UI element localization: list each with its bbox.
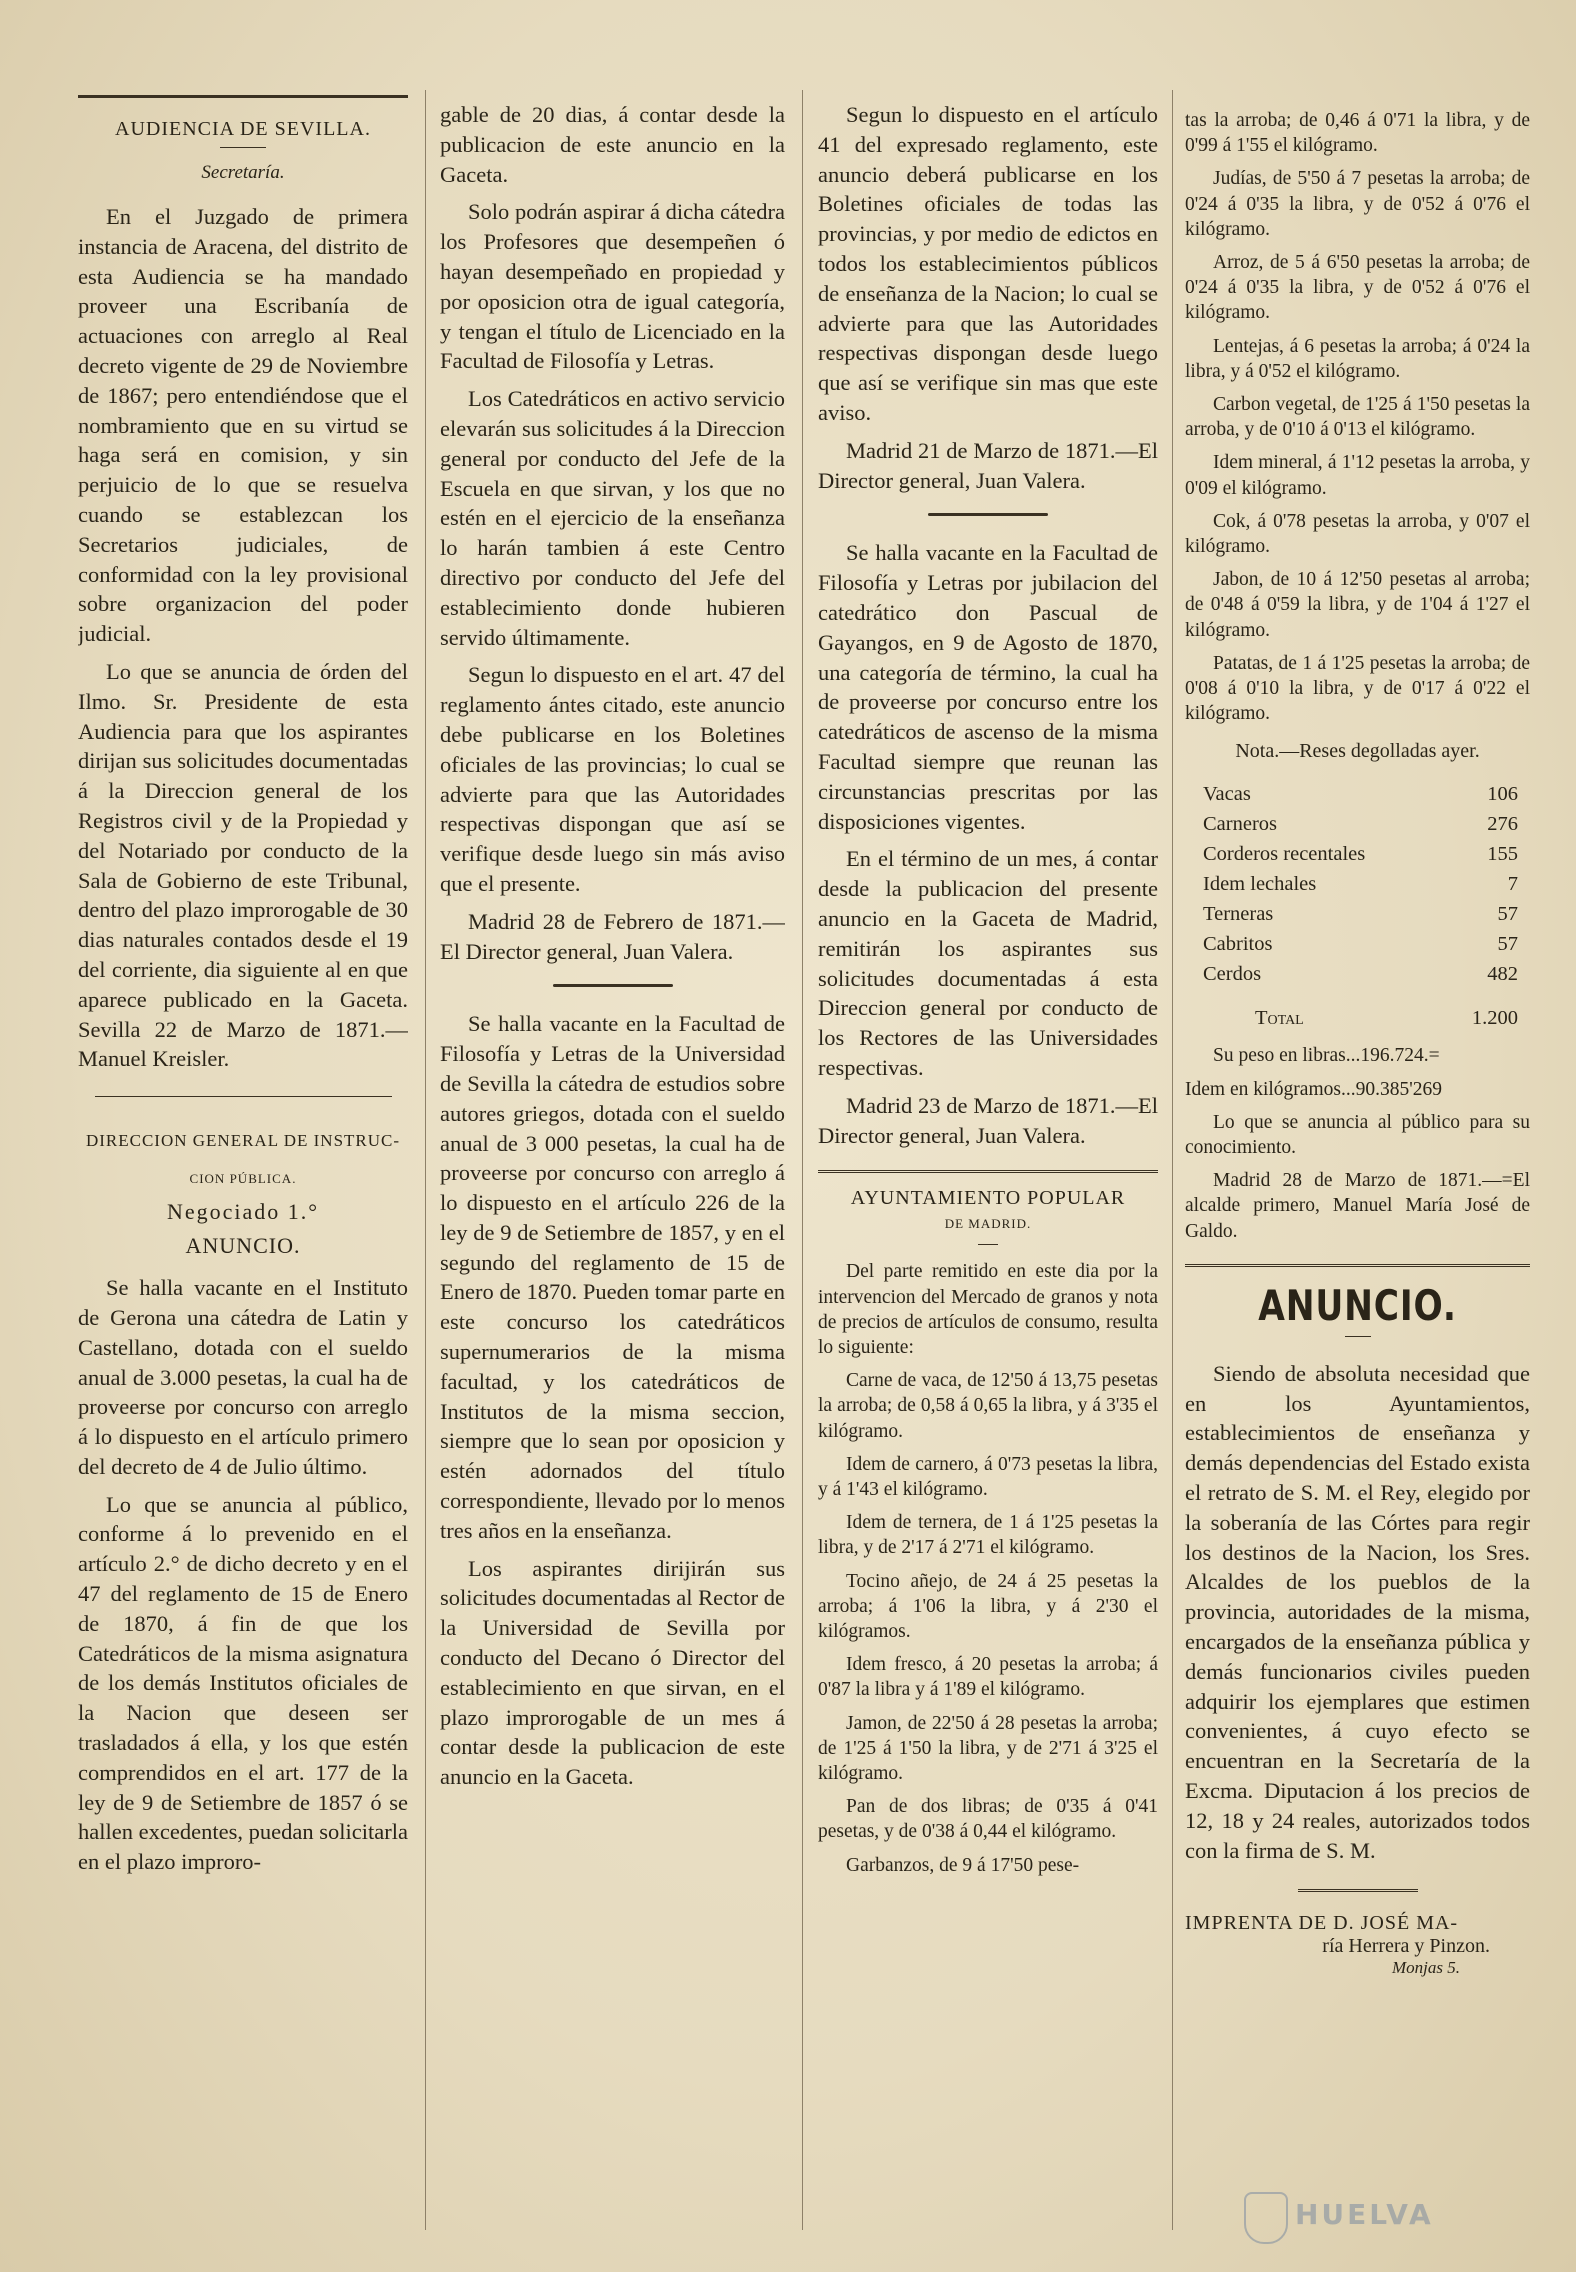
reses-label: Cerdos	[1203, 963, 1262, 986]
weight-line: Su peso en libras...196.724.=	[1213, 1045, 1440, 1067]
paragraph: Del parte remitido en este dia por la intervencion del Mercado de granos y nota de precios de artículos de consumo, resulta lo siguiente:	[818, 1261, 1158, 1358]
divider	[1185, 1264, 1530, 1267]
weight-line: Idem en kilógramos...90.385'269	[1185, 1078, 1442, 1100]
reses-value: 155	[1487, 843, 1518, 866]
reses-value: 57	[1497, 933, 1518, 956]
price-entry: Cok, á 0'78 pesetas la arroba, y 0'07 el kilógramo.	[1185, 510, 1530, 558]
signature: Madrid 21 de Marzo de 1871.—El Director general, Juan Valera.	[818, 437, 1158, 493]
price-entry: Idem fresco, á 20 pesetas la arroba; á 0'87 la libra y á 1'89 el kilógramo.	[818, 1654, 1158, 1701]
reses-label: Carneros	[1203, 813, 1278, 836]
reses-row	[1185, 959, 1530, 989]
reses-label: Idem lechales	[1203, 873, 1317, 896]
price-entry: Judías, de 5'50 á 7 pesetas la arroba; de 0'24 á 0'35 la libra, y de 0'52 á 0'76 el kilógramo.	[1185, 168, 1530, 240]
section-heading: DE MADRID.	[944, 1216, 1032, 1232]
reses-row	[1185, 779, 1530, 809]
column-3	[818, 100, 1158, 2250]
column-divider	[425, 90, 426, 2230]
paragraph: En el término de un mes, á contar desde la publicacion del presente anuncio en la Gaceta de Madrid, remitirán los aspirantes sus solicitudes documentadas á esta Direccion general por conducto de los Rectores de las Universidades respectivas.	[818, 846, 1158, 1080]
library-stamp: HUELVA	[1295, 2198, 1434, 2231]
reses-value: 482	[1487, 963, 1518, 986]
paragraph: Solo podrán aspirar á dicha cátedra los Profesores que desempeñen ó hayan desempeñado en propiedad y por oposicion otra de igual categoría, y tengan el título de Licenciado en la Facultad de Filosofía y Letras.	[440, 199, 785, 374]
reses-value: 57	[1497, 903, 1518, 926]
price-entry: Jamon, de 22'50 á 28 pesetas la arroba; de 1'25 á 1'50 la libra, y de 2'71 á 3'25 el kilógramo.	[818, 1712, 1158, 1784]
signature: Madrid 28 de Marzo de 1871.—=El alcalde primero, Manuel María José de Galdo.	[1185, 1170, 1530, 1242]
price-entry: Pan de dos libras; de 0'35 á 0'41 pesetas, y de 0'38 á 0,44 el kilógramo.	[818, 1796, 1158, 1843]
column-4	[1185, 108, 1530, 2258]
reses-label: Vacas	[1203, 783, 1251, 806]
reses-label: Cabritos	[1203, 933, 1273, 956]
divider	[1345, 1336, 1371, 1337]
total-value: 1.200	[1471, 1007, 1518, 1030]
nota-heading: Nota.—Reses degolladas ayer.	[1235, 740, 1480, 763]
section-heading: CION PÚBLICA.	[189, 1171, 297, 1187]
library-seal-icon	[1244, 2192, 1288, 2244]
divider	[1298, 1889, 1418, 1892]
paragraph: Segun lo dispuesto en el artículo 41 del expresado reglamento, este anuncio deberá publicarse en los Boletines oficiales de todas las provincias, y por medio de edictos en todos los establecimientos públicos de enseñanza de la Nacion; lo cual se advierte para que las Autoridades respectivas dispongan desde luego que así se verifique sin mas que este aviso.	[818, 102, 1158, 425]
price-entry: Idem mineral, á 1'12 pesetas la arroba, y 0'09 el kilógramo.	[1185, 452, 1530, 499]
section-subheading: Secretaría.	[201, 162, 285, 183]
reses-label: Corderos recentales	[1203, 843, 1366, 866]
paragraph: Se halla vacante en la Facultad de Filosofía y Letras por jubilacion del catedrático don Pascual de Gayangos, en 9 de Agosto de 1870, una categoría de término, la cual ha de proveerse por concurso entre los catedráticos de ascenso de la misma Facultad siempre que reunan las circunstancias prescritas por las disposiciones vigentes.	[818, 540, 1158, 834]
reses-row	[1185, 929, 1530, 959]
paragraph: Se halla vacante en la Facultad de Filosofía y Letras de la Universidad de Sevilla la cátedra de estudios sobre autores griegos, dotada con el sueldo anual de 3 000 pesetas, la cual ha de proveerse por concurso con arreglo á lo dispuesto en el artículo 226 de la ley de 9 de Setiembre de 1857, y en el segundo del reglamento de 15 de Enero de 1870. Pueden tomar parte en este concurso los catedráticos supernumerarios de la misma facultad, y los catedráticos de Institutos de la misma seccion, siempre que lo sean por oposicion y estén adornados del título correspondiente, llevado por lo menos tres años en la enseñanza.	[440, 1011, 785, 1543]
reses-row	[1185, 839, 1530, 869]
imprenta-line: IMPRENTA DE D. JOSÉ MA-	[1185, 1912, 1459, 1935]
divider	[818, 1170, 1158, 1173]
paragraph: Siendo de absoluta necesidad que en los Ayuntamientos, establecimientos de enseñanza y demás dependencias del Estado exista el retrato de S. M. el Rey, elegido por la soberanía de las Córtes para regir los destinos de la Nacion, los Sres. Alcaldes de los pueblos de la provincia, autoridades de la misma, encargados de la enseñanza pública y demás funcionarios civiles pueden adquirir los ejemplares que estimen convenientes, á cuyo efecto se encuentran en la Secretaría de la Excma. Diputacion á los precios de 12, 18 y 24 reales, autorizados todos con la firma de S. M.	[1185, 1360, 1530, 1863]
signature: Madrid 28 de Febrero de 1871.—El Director general, Juan Valera.	[440, 908, 785, 964]
price-entry: tas la arroba; de 0,46 á 0'71 la libra, y de 0'99 á 1'55 el kilógramo.	[1185, 110, 1530, 157]
paragraph: Lo que se anuncia al público, conforme á lo prevenido en el artículo 2.° de dicho decreto y en el 47 del reglamento de 15 de Enero de 1870, á fin de que los Catedráticos de la misma asignatura de los demás Institutos oficiales de la Nacion que deseen ser trasladados á ella, y los que estén comprendidos en el art. 177 de la ley de 9 de Setiembre de 1857 ó se hallen excedentes, puedan solicitarla en el plazo improro-	[78, 1491, 408, 1875]
paragraph: Se halla vacante en el Instituto de Gerona una cátedra de Latin y Castellano, dotada con el sueldo anual de 3.000 pesetas, la cual ha de proveerse por concurso con arreglo á lo dispuesto en el artículo primero del decreto de 4 de Julio último.	[78, 1275, 408, 1479]
price-entry: Carbon vegetal, de 1'25 á 1'50 pesetas la arroba, y de 0'10 á 0'13 el kilógramo.	[1185, 394, 1530, 441]
reses-value: 7	[1507, 873, 1518, 896]
anuncio-label: ANUNCIO.	[185, 1233, 301, 1259]
price-entry: Idem de carnero, á 0'73 pesetas la libra, y á 1'43 el kilógramo.	[818, 1453, 1158, 1500]
paragraph: En el Juzgado de primera instancia de Aracena, del distrito de esta Audiencia se ha mandado proveer una Escribanía de actuaciones con arreglo al Real decreto vigente de 29 de Noviembre de 1867; pero entendiéndose que el nombramiento que en su virtud se haga será en comision, y sin perjuicio de lo que se resuelva cuando se establezcan los Secretarios judiciales, de conformidad con la ley provisional sobre organizacion del poder judicial.	[78, 204, 408, 647]
paragraph: Lo que se anuncia de órden del Ilmo. Sr. Presidente de esta Audiencia para que los aspirantes dirijan sus solicitudes documentadas á la Direccion general de los Registros civil y de la Propiedad y del Notariado por conducto de la Sala de Gobierno de este Tribunal, dentro del plazo improrogable de 30 dias naturales contados desde el 19 del corriente, dia siguiente al en que aparece publicado en la Gaceta. Sevilla 22 de Marzo de 1871.—Manuel Kreisler.	[78, 658, 408, 1072]
reses-value: 106	[1487, 783, 1518, 806]
column-divider	[802, 90, 803, 2230]
section-heading: AUDIENCIA DE SEVILLA.	[115, 118, 371, 140]
section-heading: AYUNTAMIENTO POPULAR	[850, 1187, 1126, 1210]
reses-row	[1185, 899, 1530, 929]
imprenta-line: ría Herrera y Pinzon.	[1322, 1935, 1490, 1958]
paragraph: Los aspirantes dirijirán sus solicitudes documentadas al Rector de la Universidad de Sevilla por conducto del Decano ó Director del establecimiento en que sirvan, en el plazo improrogable de un mes á contar desde la publicacion de este anuncio en la Gaceta.	[440, 1555, 785, 1790]
price-entry: Patatas, de 1 á 1'25 pesetas la arroba; de 0'08 á 0'10 la libra, y de 0'17 á 0'22 el kilógramo.	[1185, 652, 1530, 725]
total-row	[1185, 989, 1530, 1033]
divider	[220, 147, 266, 148]
total-label: Total	[1255, 1007, 1304, 1030]
reses-table	[1185, 779, 1530, 1033]
paragraph: Segun lo dispuesto en el art. 47 del reglamento ántes citado, este anuncio debe publicarse en los Boletines oficiales de las provincias; lo cual se advierte para que las Autoridades respectivas dispongan que así se verifique desde luego sin más aviso que el presente.	[440, 662, 785, 896]
price-entry: Arroz, de 5 á 6'50 pesetas la arroba; de 0'24 á 0'35 la libra, y de 0'52 á 0'76 el kilógramo.	[1185, 252, 1530, 324]
price-entry: Jabon, de 10 á 12'50 pesetas al arroba; de 0'48 á 0'59 la libra, y de 1'04 á 1'27 el kilógramo.	[1185, 569, 1530, 641]
reses-row	[1185, 869, 1530, 899]
paragraph: Los Catedráticos en activo servicio elevarán sus solicitudes á la Direccion general por conducto del Jefe de la Escuela en que sirvan, y los que no estén en el ejercicio de la enseñanza lo harán tambien á este Centro directivo por conducto del Jefe del establecimiento donde hubieren servido últimamente.	[440, 386, 785, 650]
reses-value: 276	[1487, 813, 1518, 836]
price-entry: Garbanzos, de 9 á 17'50 pese-	[846, 1854, 1080, 1876]
paragraph: gable de 20 dias, á contar desde la publicacion de este anuncio en la Gaceta.	[440, 102, 785, 187]
reses-label: Terneras	[1203, 903, 1274, 926]
price-entry: Carne de vaca, de 12'50 á 13,75 pesetas la arroba; de 0,58 á 0,65 la libra, y á 3'35 el kilógramo.	[818, 1370, 1158, 1442]
imprenta-address: Monjas 5.	[1392, 1958, 1460, 1978]
divider	[978, 1244, 998, 1245]
signature: Madrid 23 de Marzo de 1871.—El Director general, Juan Valera.	[818, 1092, 1158, 1148]
divider	[553, 984, 673, 987]
anuncio-title: ANUNCIO.	[1258, 1280, 1457, 1330]
top-rule	[78, 95, 408, 98]
price-entry: Lentejas, á 6 pesetas la arroba; á 0'24 la libra, y á 0'52 el kilógramo.	[1185, 335, 1530, 382]
reses-row	[1185, 809, 1530, 839]
negociado-label: Negociado 1.°	[166, 1199, 320, 1225]
price-entry: Idem de ternera, de 1 á 1'25 pesetas la libra, y de 2'17 á 2'71 el kilógramo.	[818, 1512, 1158, 1559]
divider	[95, 1096, 392, 1097]
paragraph: Lo que se anuncia al público para su conocimiento.	[1185, 1111, 1530, 1159]
column-1	[78, 95, 408, 2245]
section-heading: DIRECCION GENERAL DE INSTRUC-	[85, 1131, 401, 1151]
divider	[928, 513, 1048, 516]
price-entry: Tocino añejo, de 24 á 25 pesetas la arroba; á 1'06 la libra, y á 2'30 el kilógramos.	[818, 1570, 1158, 1642]
column-divider	[1172, 90, 1173, 2230]
column-2	[440, 100, 785, 2250]
